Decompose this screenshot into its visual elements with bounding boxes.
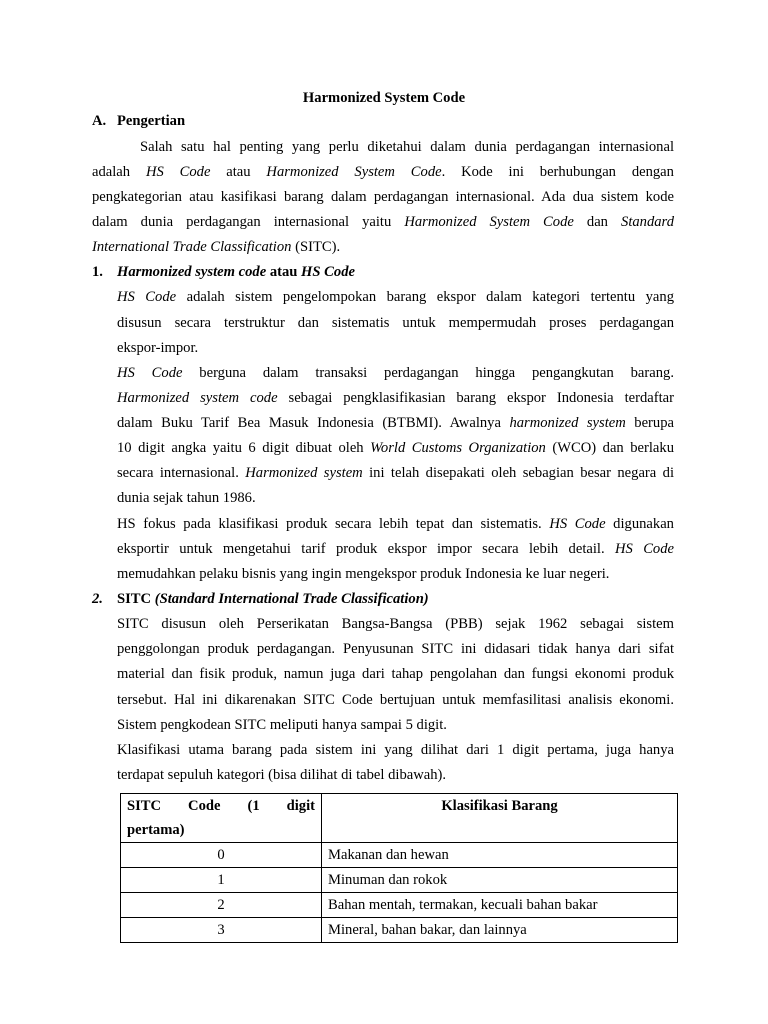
item-1-p3-line-1: HS fokus pada klasifikasi produk secara lebih tepat dan sistematis. HS Code digunakan [117,516,674,532]
intro-line-2: adalah HS Code atau Harmonized System Code. Kode ini berhubungan dengan [92,164,674,180]
intro-line-4: dalam dunia perdagangan internasional yaitu Harmonized System Code dan Standard [92,214,674,230]
table-cell-code: 2 [121,893,322,918]
item-1-p3-line-3: memudahkan pelaku bisnis yang ingin mengekspor produk Indonesia ke luar negeri. [117,566,610,582]
table-row [121,868,678,893]
table-row [121,918,678,943]
item-1-p1-line-2: disusun secara terstruktur dan sistematis untuk mempermudah proses perdagangan [117,315,674,331]
item-2-heading: SITC (Standard International Trade Classification) [117,591,429,607]
intro-line-5: International Trade Classification (SITC). [92,239,341,255]
item-1-number: 1. [92,264,103,280]
item-1-heading: Harmonized system code atau HS Code [117,264,355,280]
table-header-row [121,794,678,843]
table-header-code [121,794,322,843]
table-cell-code: 0 [121,843,322,868]
intro-line-1: Salah satu hal penting yang perlu diketahui dalam dunia perdagangan internasional [140,139,674,155]
item-2-p1-line-5: Sistem pengkodean SITC meliputi hanya sampai 5 digit. [117,717,447,733]
item-2-p1-line-4: tersebut. Hal ini dikarenakan SITC Code bertujuan untuk memfasilitasi analisis ekonomi. [117,692,674,708]
table-header-classification: Klasifikasi Barang [322,794,678,843]
item-1-p2-line-4: 10 digit angka yaitu 6 digit dibuat oleh World Customs Organization (WCO) dan berlaku [117,440,674,456]
item-2-p1-line-1: SITC disusun oleh Perserikatan Bangsa-Bangsa (PBB) sejak 1962 sebagai sistem [117,616,674,632]
sitc-table [120,793,678,943]
intro-line-3: pengkategorian atau kasifikasi barang dalam perdagangan internasional. Ada dua sistem kode [92,189,674,205]
item-1-p2-line-3: dalam Buku Tarif Bea Masuk Indonesia (BTBMI). Awalnya harmonized system berupa [117,415,674,431]
table-cell-desc: Bahan mentah, termakan, kecuali bahan bakar [322,893,678,918]
item-1-p1-line-3: ekspor-impor. [117,340,199,356]
item-1-p2-line-1: HS Code berguna dalam transaksi perdagangan hingga pengangkutan barang. [117,365,674,381]
item-2-p2-line-1: Klasifikasi utama barang pada sistem ini yang dilihat dari 1 digit pertama, juga hanya [117,742,674,758]
item-2-p1-line-2: penggolongan produk perdagangan. Penyusunan SITC ini didasari tidak hanya dari sifat [117,641,674,657]
table-cell-code: 1 [121,868,322,893]
item-1-p3-line-2: eksportir untuk mengetahui tarif produk ekspor impor secara lebih detail. HS Code [117,541,674,557]
item-2-p2-line-2: terdapat sepuluh kategori (bisa dilihat di tabel dibawah). [117,767,447,783]
table-cell-code: 3 [121,918,322,943]
table-row [121,893,678,918]
section-a-heading: Pengertian [117,113,186,129]
item-1-p1-line-1: HS Code adalah sistem pengelompokan barang ekspor dalam kategori tertentu yang [117,289,675,305]
item-1-p2-line-2: Harmonized system code sebagai pengklasifikasian barang ekspor Indonesia terdaftar [117,390,674,406]
document-title: Harmonized System Code [302,90,466,106]
item-2-p1-line-3: material dan fisik produk, namun juga dari tahap pengolahan dan fungsi ekonomi produk [117,666,674,682]
table-header-code-line-2: pertama) [127,822,185,838]
section-a-letter: A. [92,113,107,129]
item-2-number: 2. [92,591,103,607]
table-cell-desc: Makanan dan hewan [322,843,678,868]
table-header-code-line-1: SITC Code (1 digit [127,798,315,814]
table-row [121,843,678,868]
item-1-p2-line-6: dunia sejak tahun 1986. [117,490,256,506]
table-cell-desc: Minuman dan rokok [322,868,678,893]
item-1-p2-line-5: secara internasional. Harmonized system ini telah disepakati oleh sebagian besar negara di [117,465,674,481]
table-cell-desc: Mineral, bahan bakar, dan lainnya [322,918,678,943]
